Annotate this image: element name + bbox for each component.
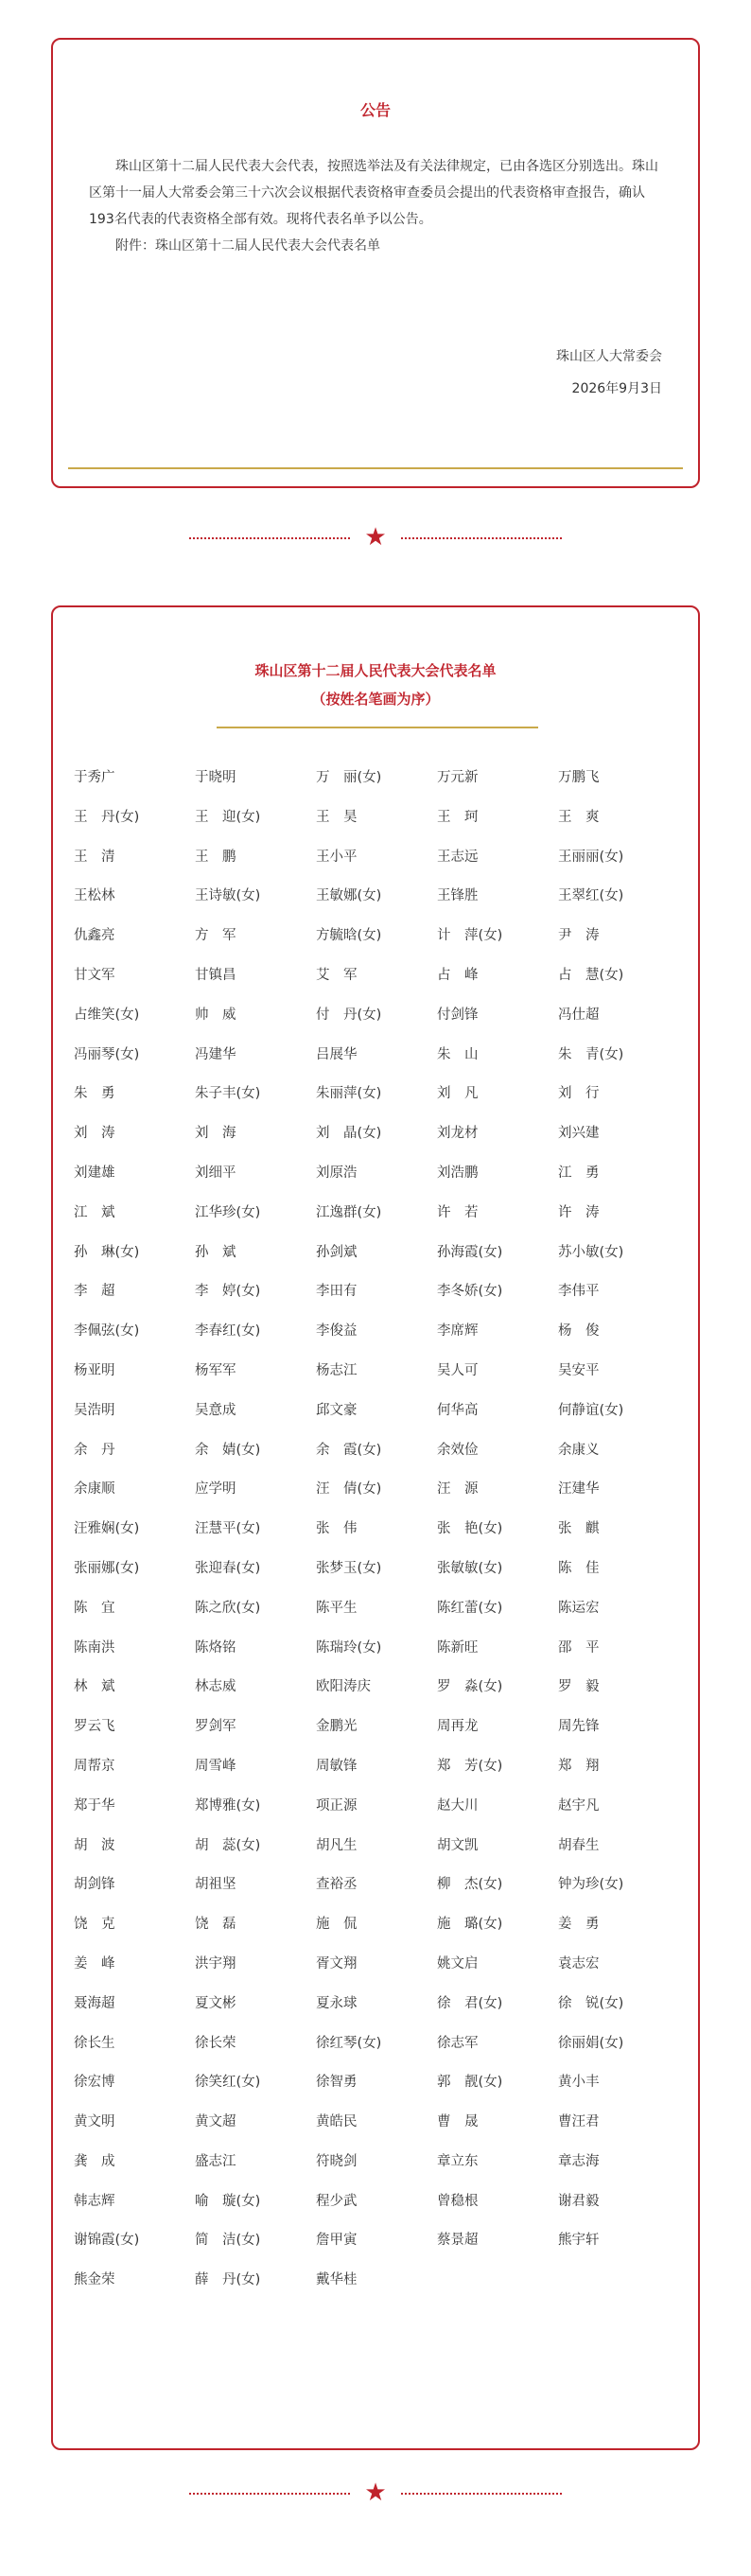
representative-name: 陈新旺 (437, 1639, 479, 1656)
representative-name: 余 丹 (74, 1442, 115, 1458)
representative-name: 付 丹(女) (316, 1007, 382, 1023)
representative-name: 胡 蕊(女) (195, 1837, 261, 1853)
representative-name: 杨亚明 (74, 1362, 115, 1378)
representative-name: 王 珂 (437, 809, 479, 825)
notice-date: 2026年9月3日 (571, 381, 662, 396)
notice-paragraph: 珠山区第十二届人民代表大会代表，按照选举法及有关法律规定，已由各选区分别选出。珠山区第十一届人大常委会第三十六次会议根据代表资格审查委员会提出的代表资格审查报告，确认193名代表的代表资格全部有效。现将代表名单予以公告。 (89, 159, 658, 227)
representative-name: 张 麒 (558, 1521, 600, 1537)
dotted-line-left (189, 537, 350, 539)
representative-name: 朱丽萍(女) (316, 1086, 382, 1102)
notice-title: 公告 (359, 101, 391, 119)
representative-name: 郑 翔 (558, 1758, 600, 1774)
representative-name: 吴浩明 (74, 1402, 115, 1418)
representative-name: 刘细平 (195, 1165, 236, 1181)
representative-name: 黄皓民 (316, 2114, 358, 2130)
representative-name: 吕展华 (316, 1046, 358, 1062)
representative-name: 徐笑红(女) (195, 2075, 261, 2091)
representative-name: 万 丽(女) (316, 770, 382, 785)
notice-issuer: 珠山区人大常委会 (556, 349, 662, 364)
representative-name: 应学明 (195, 1481, 236, 1498)
notice-attachment: 附件：珠山区第十二届人民代表大会代表名单 (115, 238, 380, 254)
representative-name: 姜 勇 (558, 1917, 600, 1933)
representative-name: 朱 勇 (74, 1086, 115, 1102)
representative-name: 仇鑫亮 (74, 928, 115, 944)
representative-name: 何华高 (437, 1402, 479, 1418)
representative-name: 刘浩鹏 (437, 1165, 479, 1181)
representative-name: 罗 毅 (558, 1679, 600, 1695)
representative-name: 饶 克 (74, 1917, 115, 1933)
representative-name: 王松林 (74, 888, 115, 904)
representative-name: 于晓明 (195, 770, 236, 785)
representative-name: 胡春生 (558, 1837, 600, 1853)
representative-name: 陈烙铭 (195, 1639, 236, 1656)
representative-name: 张敏敏(女) (437, 1560, 503, 1576)
representative-name: 万鹏飞 (558, 770, 600, 785)
representative-name: 占维笑(女) (74, 1007, 140, 1023)
representative-name: 李冬娇(女) (437, 1284, 503, 1300)
representative-name: 夏永球 (316, 1995, 358, 2011)
representative-name: 周敏锋 (316, 1758, 358, 1774)
representative-name: 杨志江 (316, 1362, 358, 1378)
representative-name: 余 霞(女) (316, 1442, 382, 1458)
representative-name: 尹 涛 (558, 928, 600, 944)
representative-name: 熊金荣 (74, 2272, 115, 2288)
representative-name: 周雪峰 (195, 1758, 236, 1774)
dotted-line-right (401, 2493, 562, 2495)
representative-name: 徐长生 (74, 2035, 115, 2051)
representative-name: 柳 杰(女) (437, 1877, 503, 1893)
representative-name: 王敏娜(女) (316, 888, 382, 904)
representative-name: 冯仕超 (558, 1007, 600, 1023)
representative-name: 方 军 (195, 928, 236, 944)
representative-name: 谢锦霞(女) (74, 2233, 140, 2249)
representative-name: 徐长荣 (195, 2035, 236, 2051)
representative-name: 陈红蕾(女) (437, 1600, 503, 1616)
representative-name: 龚 成 (74, 2153, 115, 2169)
representative-name: 王 丹(女) (74, 809, 140, 825)
representative-name: 曾稳根 (437, 2193, 479, 2209)
representative-name: 赵大川 (437, 1797, 479, 1814)
representative-name: 李伟平 (558, 1284, 600, 1300)
representative-name: 胥文翔 (316, 1955, 358, 1971)
representative-name: 孙 琳(女) (74, 1244, 140, 1260)
representative-name: 程少武 (316, 2193, 358, 2209)
representative-name: 刘龙材 (437, 1126, 479, 1142)
representative-name: 孙 斌 (195, 1244, 236, 1260)
star-icon: ★ (364, 523, 387, 552)
representative-name: 邵 平 (558, 1639, 600, 1656)
representative-name: 熊宇轩 (558, 2233, 600, 2249)
representative-name: 甘镇昌 (195, 967, 236, 983)
representative-name: 徐 君(女) (437, 1995, 503, 2011)
representative-name: 陈南洪 (74, 1639, 115, 1656)
representative-name: 占 慧(女) (558, 967, 624, 983)
representative-name: 徐丽娟(女) (558, 2035, 624, 2051)
representative-name: 林 斌 (74, 1679, 115, 1695)
notice-body (89, 153, 660, 259)
representative-name: 占 峰 (437, 967, 479, 983)
star-icon: ★ (364, 2479, 387, 2507)
representative-name: 林志威 (195, 1679, 236, 1695)
representative-name: 金鹏光 (316, 1719, 358, 1735)
representative-name: 罗 淼(女) (437, 1679, 503, 1695)
roster-subtitle: （按姓名笔画为序） (311, 691, 440, 708)
representative-name: 徐 锐(女) (558, 1995, 624, 2011)
representative-name: 杨 俊 (558, 1323, 600, 1340)
representative-name: 朱 青(女) (558, 1046, 624, 1062)
representative-name: 施 侃 (316, 1917, 358, 1933)
representative-name: 甘文军 (74, 967, 115, 983)
section-separator (189, 525, 562, 552)
representative-name: 方毓晗(女) (316, 928, 382, 944)
representative-name: 刘 行 (558, 1086, 600, 1102)
representative-name: 罗剑军 (195, 1719, 236, 1735)
representative-name: 徐志军 (437, 2035, 479, 2051)
representative-name: 周帮京 (74, 1758, 115, 1774)
representative-name: 郭 靓(女) (437, 2075, 503, 2091)
representative-name: 胡凡生 (316, 1837, 358, 1853)
representative-name: 黄文明 (74, 2114, 115, 2130)
representative-name: 袁志宏 (558, 1955, 600, 1971)
representative-name: 徐红琴(女) (316, 2035, 382, 2051)
representative-name: 王志远 (437, 849, 479, 865)
representative-name: 张丽娜(女) (74, 1560, 140, 1576)
representative-name: 陈 佳 (558, 1560, 600, 1576)
representative-name: 曹 晟 (437, 2114, 479, 2130)
representative-name: 汪 源 (437, 1481, 479, 1498)
representative-name: 吴人可 (437, 1362, 479, 1378)
representative-name: 李佩弦(女) (74, 1323, 140, 1340)
representative-name: 吴意成 (195, 1402, 236, 1418)
representative-name: 姚文启 (437, 1955, 479, 1971)
representative-name: 陈之欣(女) (195, 1600, 261, 1616)
representative-name: 喻 璇(女) (195, 2193, 261, 2209)
representative-name: 汪建华 (558, 1481, 600, 1498)
representative-name: 简 洁(女) (195, 2233, 261, 2249)
representative-name: 刘 涛 (74, 1126, 115, 1142)
representative-name: 胡剑锋 (74, 1877, 115, 1893)
roster-title: 珠山区第十二届人民代表大会代表名单 (254, 662, 497, 679)
representative-name: 姜 峰 (74, 1955, 115, 1971)
representative-name: 江逸群(女) (316, 1204, 382, 1220)
representative-name: 张迎春(女) (195, 1560, 261, 1576)
representative-name: 章立东 (437, 2153, 479, 2169)
representative-name: 符晓剑 (316, 2153, 358, 2169)
representative-name: 张 伟 (316, 1521, 358, 1537)
representative-name: 余效俭 (437, 1442, 479, 1458)
representative-name: 徐宏博 (74, 2075, 115, 2091)
representative-name: 蔡景超 (437, 2233, 479, 2249)
representative-name: 王翠红(女) (558, 888, 624, 904)
representative-name: 张梦玉(女) (316, 1560, 382, 1576)
representative-name: 于秀广 (74, 770, 115, 785)
representative-name: 许 若 (437, 1204, 479, 1220)
representative-name: 汪 倩(女) (316, 1481, 382, 1498)
representative-name: 余 婧(女) (195, 1442, 261, 1458)
representative-name: 郑 芳(女) (437, 1758, 503, 1774)
representative-name: 李 婷(女) (195, 1284, 261, 1300)
dotted-line-right (401, 537, 562, 539)
representative-name: 曹汪君 (558, 2114, 600, 2130)
representative-name: 谢君毅 (558, 2193, 600, 2209)
representative-name: 江 勇 (558, 1165, 600, 1181)
representative-name: 何静谊(女) (558, 1402, 624, 1418)
representative-name: 罗云飞 (74, 1719, 115, 1735)
representative-name: 王小平 (316, 849, 358, 865)
representative-name: 万元新 (437, 770, 479, 785)
representative-name: 李田有 (316, 1284, 358, 1300)
representative-name: 李春红(女) (195, 1323, 261, 1340)
representative-name: 王 昊 (316, 809, 358, 825)
representative-name: 艾 军 (316, 967, 358, 983)
representative-name: 王 鹏 (195, 849, 236, 865)
representative-name: 刘原浩 (316, 1165, 358, 1181)
representative-name: 孙剑斌 (316, 1244, 358, 1260)
representative-name: 詹甲寅 (316, 2233, 358, 2249)
representative-name: 余康义 (558, 1442, 600, 1458)
representative-name: 周再龙 (437, 1719, 479, 1735)
representative-name: 夏文彬 (195, 1995, 236, 2011)
representative-name: 刘兴建 (558, 1126, 600, 1142)
representative-name: 吴安平 (558, 1362, 600, 1378)
representative-name: 陈瑞玲(女) (316, 1639, 382, 1656)
representative-name: 江 斌 (74, 1204, 115, 1220)
representative-name: 欧阳涛庆 (316, 1679, 371, 1695)
representative-name: 查裕丞 (316, 1877, 358, 1893)
representative-name: 郑博雅(女) (195, 1797, 261, 1814)
representative-name: 汪慧平(女) (195, 1521, 261, 1537)
representative-name: 章志海 (558, 2153, 600, 2169)
representative-name: 戴华桂 (316, 2272, 358, 2288)
representative-name: 陈 宜 (74, 1600, 115, 1616)
representative-name: 孙海霞(女) (437, 1244, 503, 1260)
representative-name: 盛志江 (195, 2153, 236, 2169)
notice-signature (556, 341, 662, 405)
representative-name: 付剑锋 (437, 1007, 479, 1023)
representative-name: 刘建雄 (74, 1165, 115, 1181)
representative-name: 洪宇翔 (195, 1955, 236, 1971)
dotted-line-left (189, 2493, 350, 2495)
notice-card (51, 38, 700, 488)
representative-name: 朱子丰(女) (195, 1086, 261, 1102)
representative-name: 余康顺 (74, 1481, 115, 1498)
representative-name: 王诗敏(女) (195, 888, 261, 904)
representative-name: 薛 丹(女) (195, 2272, 261, 2288)
footer-separator (189, 2480, 562, 2507)
representative-name: 王 清 (74, 849, 115, 865)
representative-name: 施 璐(女) (437, 1917, 503, 1933)
representative-name: 李席辉 (437, 1323, 479, 1340)
representative-name: 刘 凡 (437, 1086, 479, 1102)
representative-name: 胡 波 (74, 1837, 115, 1853)
representative-name: 张 艳(女) (437, 1521, 503, 1537)
representative-name: 周先锋 (558, 1719, 600, 1735)
roster-grid (74, 759, 679, 2301)
representative-name: 刘 海 (195, 1126, 236, 1142)
representative-name: 王 迎(女) (195, 809, 261, 825)
representative-name: 李 超 (74, 1284, 115, 1300)
representative-name: 冯建华 (195, 1046, 236, 1062)
representative-name: 江华珍(女) (195, 1204, 261, 1220)
representative-name: 刘 晶(女) (316, 1126, 382, 1142)
representative-name: 饶 磊 (195, 1917, 236, 1933)
representative-name: 赵宇凡 (558, 1797, 600, 1814)
representative-name: 帅 威 (195, 1007, 236, 1023)
representative-name: 计 萍(女) (437, 928, 503, 944)
roster-divider (217, 727, 538, 728)
representative-name: 钟为珍(女) (558, 1877, 624, 1893)
representative-name: 徐智勇 (316, 2075, 358, 2091)
representative-name: 李俊益 (316, 1323, 358, 1340)
representative-name: 杨军军 (195, 1362, 236, 1378)
representative-name: 冯丽琴(女) (74, 1046, 140, 1062)
representative-name: 王丽丽(女) (558, 849, 624, 865)
representative-name: 黄文超 (195, 2114, 236, 2130)
representative-name: 黄小丰 (558, 2075, 600, 2091)
representative-name: 项正源 (316, 1797, 358, 1814)
notice-divider (68, 467, 683, 469)
representative-name: 王 爽 (558, 809, 600, 825)
representative-name: 郑于华 (74, 1797, 115, 1814)
representative-name: 陈运宏 (558, 1600, 600, 1616)
representative-name: 胡祖坚 (195, 1877, 236, 1893)
representative-name: 聂海超 (74, 1995, 115, 2011)
representative-name: 王锋胜 (437, 888, 479, 904)
representative-name: 陈平生 (316, 1600, 358, 1616)
roster-card (51, 605, 700, 2450)
roster-heading (53, 657, 698, 713)
representative-name: 苏小敏(女) (558, 1244, 624, 1260)
representative-name: 汪雅娴(女) (74, 1521, 140, 1537)
representative-name: 胡文凯 (437, 1837, 479, 1853)
representative-name: 邱文豪 (316, 1402, 358, 1418)
representative-name: 韩志辉 (74, 2193, 115, 2209)
representative-name: 朱 山 (437, 1046, 479, 1062)
representative-name: 许 涛 (558, 1204, 600, 1220)
